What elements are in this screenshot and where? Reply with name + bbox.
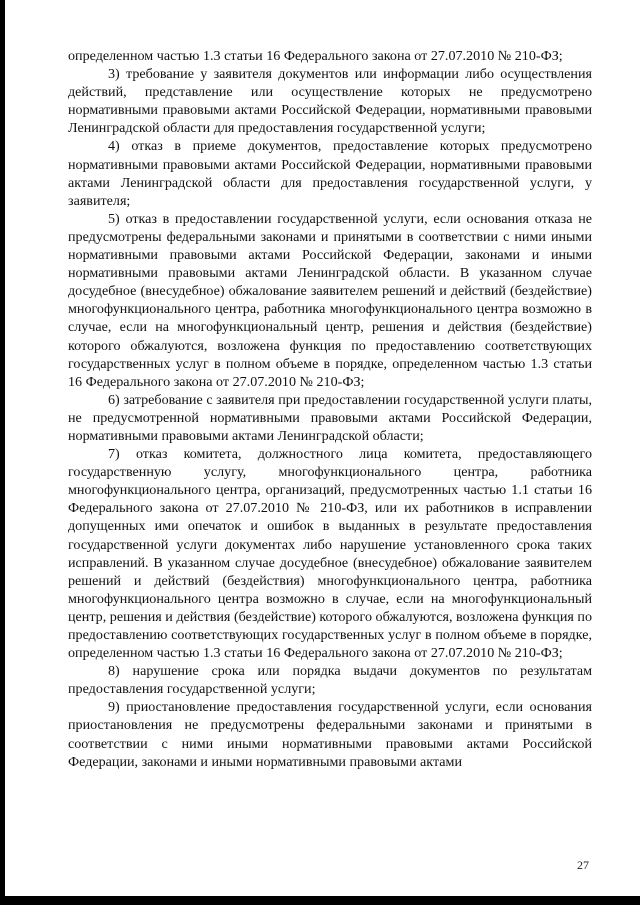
document-body [68,47,592,771]
scan-edge-bottom [0,896,640,905]
scan-edge-left [0,0,5,905]
paragraph-item-6: 6) затребование с заявителя при предоставлении государственной услуги платы, не предусмотренной нормативными правовыми актами Российской Федерации, нормативными правовыми актами Ленинградской области; [68,391,592,444]
paragraph-item-8: 8) нарушение срока или порядка выдачи документов по результатам предоставления государственной услуги; [68,663,592,698]
paragraph-continuation: определенном частью 1.3 статьи 16 Федерального закона от 27.07.2010 № 210-ФЗ; [68,48,563,64]
paragraph-item-4: 4) отказ в приеме документов, предоставление которых предусмотрено нормативными правовыми актами Российской Федерации, нормативными правовыми актами Ленинградской области для предоставления государственной услуги, у заявителя; [68,138,592,209]
paragraph-item-5: 5) отказ в предоставлении государственной услуги, если основания отказа не предусмотрены федеральными законами и принятыми в соответствии с ними иными нормативными правовыми актами Российской Федерации, законами и иными нормативными правовыми актами Ленинградской области. В указанном случае досудебное (внесудебное) обжалование заявителем решений и действий (бездействие) многофункционального центра, работника многофункционального центра возможно в случае, если на многофункциональный центр, решения и действия (бездействие) которого обжалуются, возложена функция по предоставлению соответствующих государственных услуг в полном объеме в порядке, определенном частью 1.3 статьи 16 Федерального закона от 27.07.2010 № 210-ФЗ; [68,210,592,390]
paragraph-item-9: 9) приостановление предоставления государственной услуги, если основания приостановления не предусмотрены федеральными законами и принятыми в соответствии с ними иными нормативными правовыми актами Российской Федерации, законами и иными нормативными правовыми актами [68,699,592,770]
page-number: 27 [577,858,589,872]
paragraph-item-3: 3) требование у заявителя документов или информации либо осуществления действий, представление или осуществление которых не предусмотрено нормативными правовыми актами Российской Федерации, нормативными правовыми Ленинградской области для предоставления государственной услуги; [68,66,592,137]
paragraph-item-7: 7) отказ комитета, должностного лица комитета, предоставляющего государственную услугу, многофункционального центра, работника многофункционального центра, организаций, предусмотренных частью 1.1 статьи 16 Федерального закона от 27.07.2010 № 210-ФЗ, или их работников в исправлении допущенных ими опечаток и ошибок в выданных в результате предоставления государственной услуги документах либо нарушение установленного срока таких исправлений. В указанном случае досудебное (внесудебное) обжалование заявителем решений и действий (бездействия) многофункционального центра, работника многофункционального центра возможно в случае, если на многофункциональный центр, решения и действия (бездействие) которого обжалуются, возложена функция по предоставлению соответствующих государственных услуг в полном объеме в порядке, определенном частью 1.3 статьи 16 Федерального закона от 27.07.2010 № 210-ФЗ; [68,446,592,662]
